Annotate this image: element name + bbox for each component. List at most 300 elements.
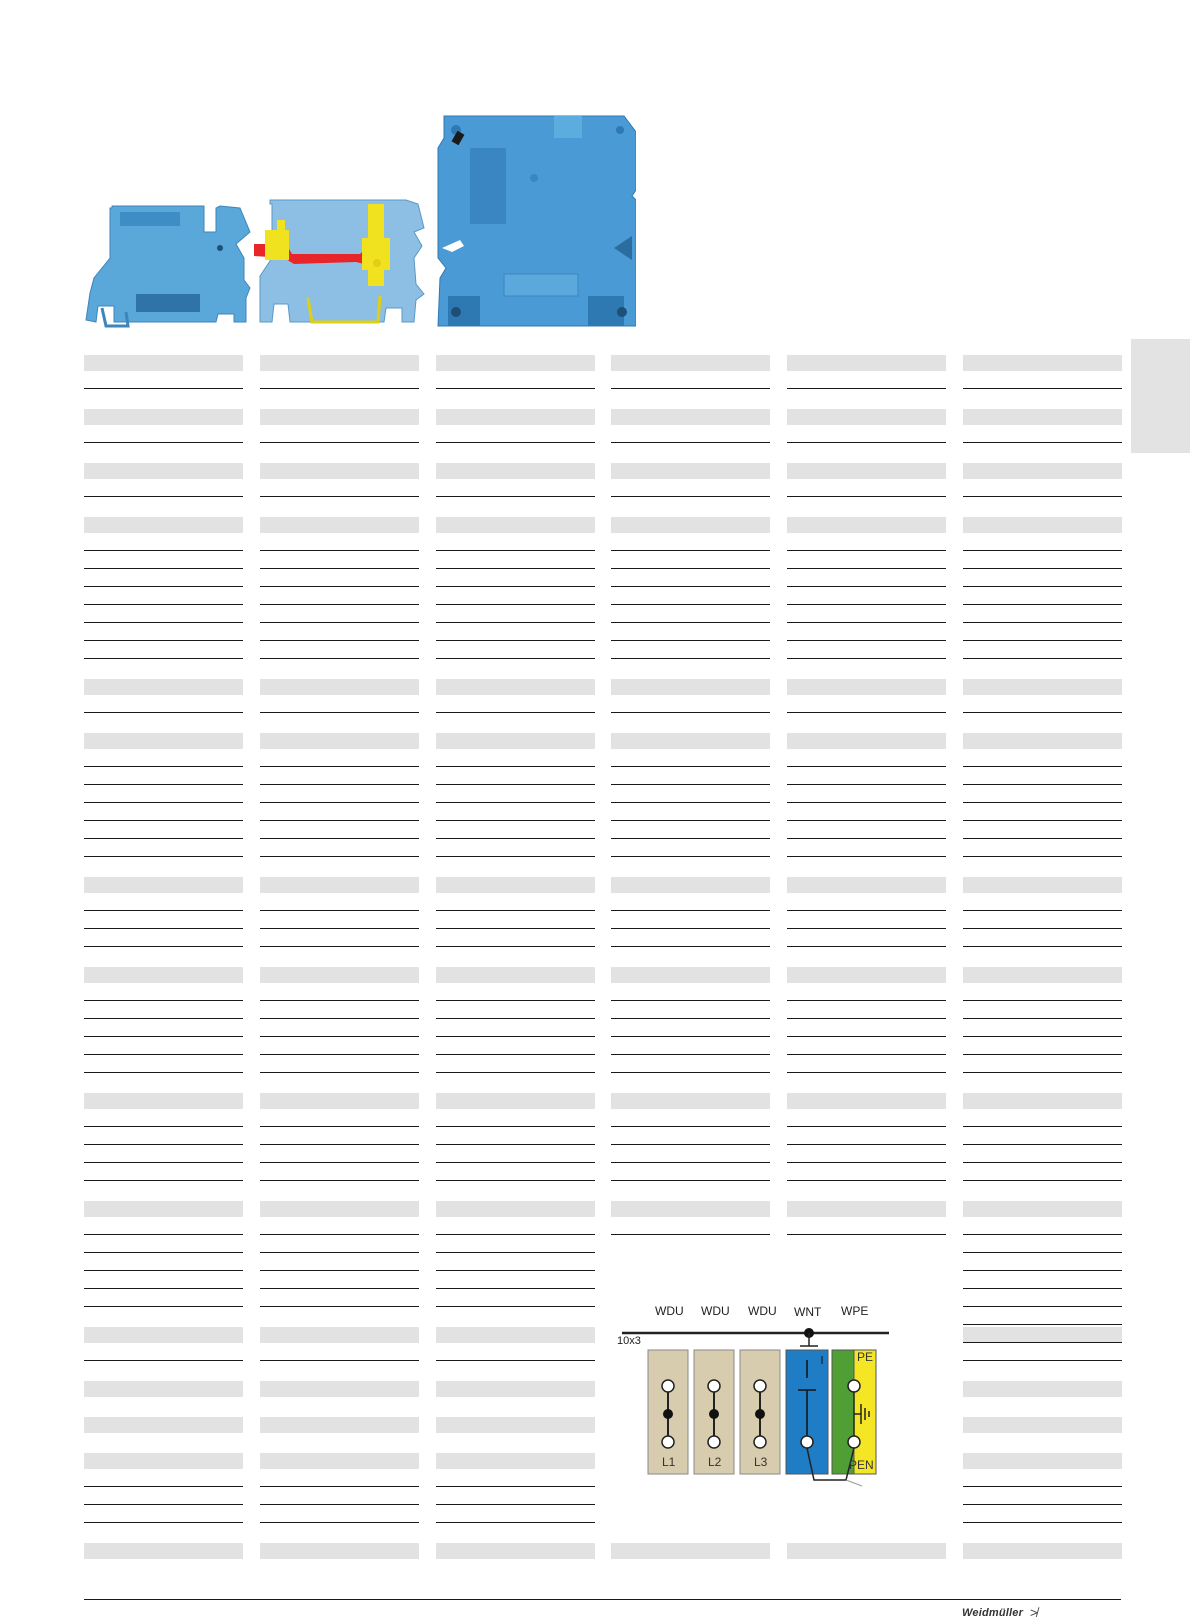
table-row-rule [963, 568, 1122, 569]
table-row-rule [260, 1486, 419, 1487]
table-row-rule [84, 1288, 243, 1289]
section-header-bar [787, 463, 946, 479]
table-row-rule [260, 1126, 419, 1127]
table-row-rule [787, 622, 946, 623]
section-header-bar [260, 679, 419, 695]
table-row-rule [436, 766, 595, 767]
table-row-rule [436, 1270, 595, 1271]
section-header-bar [260, 463, 419, 479]
brand-logo-mark: ≯ [1030, 1605, 1038, 1620]
table-row-rule [611, 766, 770, 767]
table-row-rule [84, 1252, 243, 1253]
section-header-bar [611, 409, 770, 425]
table-row-rule [436, 1288, 595, 1289]
table-row-rule [963, 388, 1122, 389]
table-row-rule [436, 910, 595, 911]
table-row-rule [260, 640, 419, 641]
table-row-rule [963, 1144, 1122, 1145]
table-row-rule [963, 1000, 1122, 1001]
table-row-rule [611, 838, 770, 839]
table-row-rule [963, 1054, 1122, 1055]
table-row-rule [84, 1306, 243, 1307]
table-row-rule [787, 1162, 946, 1163]
table-row-rule [611, 1018, 770, 1019]
terminal-image-1 [86, 206, 250, 326]
table-row-rule [611, 946, 770, 947]
table-row-rule [260, 604, 419, 605]
table-row-rule [787, 442, 946, 443]
table-row-rule [260, 442, 419, 443]
table-row-rule [260, 568, 419, 569]
table-row-rule [84, 712, 243, 713]
table-row-rule [787, 838, 946, 839]
table-row-rule [84, 1162, 243, 1163]
section-header-bar [260, 967, 419, 983]
table-row-rule [84, 1126, 243, 1127]
table-row-rule [436, 1252, 595, 1253]
table-row-rule [611, 802, 770, 803]
section-header-bar [963, 409, 1122, 425]
block-pe-green [832, 1350, 854, 1474]
section-header-bar [260, 877, 419, 893]
table-row-rule [611, 622, 770, 623]
table-row-rule [963, 1360, 1122, 1361]
table-row-rule [963, 658, 1122, 659]
table-row-rule [84, 928, 243, 929]
table-row-rule [787, 586, 946, 587]
table-row-rule [84, 1234, 243, 1235]
table-row-rule [611, 928, 770, 929]
table-row-rule [260, 496, 419, 497]
section-header-bar [611, 733, 770, 749]
table-row-rule [436, 820, 595, 821]
table-row-rule [963, 820, 1122, 821]
section-header-bar [787, 1201, 946, 1217]
table-row-rule [436, 1000, 595, 1001]
section-header-bar [963, 679, 1122, 695]
section-header-bar [436, 733, 595, 749]
table-row-rule [84, 442, 243, 443]
table-row-rule [436, 856, 595, 857]
table-row-rule [260, 766, 419, 767]
table-row-rule [787, 640, 946, 641]
table-row-rule [787, 496, 946, 497]
table-row-rule [436, 1522, 595, 1523]
table-row-rule [84, 388, 243, 389]
table-row-rule [84, 604, 243, 605]
table-row-rule [611, 604, 770, 605]
table-row-rule [260, 622, 419, 623]
table-row-rule [260, 784, 419, 785]
table-row-rule [787, 1054, 946, 1055]
terminal-image-2 [254, 200, 424, 322]
table-row-rule [260, 1000, 419, 1001]
section-header-bar [260, 1093, 419, 1109]
section-header-bar [611, 463, 770, 479]
table-row-rule [611, 1000, 770, 1001]
table-row-rule [611, 1072, 770, 1073]
section-header-bar [787, 1093, 946, 1109]
table-row-rule [963, 946, 1122, 947]
table-row-rule [963, 766, 1122, 767]
busbar-size-label: 10x3 [617, 1335, 641, 1347]
block-label-l2: L2 [708, 1455, 722, 1469]
section-header-bar [611, 355, 770, 371]
table-row-rule [84, 1072, 243, 1073]
table-row-rule [787, 712, 946, 713]
section-header-bar [260, 1201, 419, 1217]
table-row-rule [787, 1072, 946, 1073]
section-header-bar [436, 355, 595, 371]
table-row-rule [436, 1486, 595, 1487]
table-row-rule [260, 1288, 419, 1289]
table-row-rule [963, 838, 1122, 839]
table-row-rule [436, 640, 595, 641]
table-row-rule [611, 658, 770, 659]
footer-rule [84, 1599, 1121, 1600]
table-row-rule [260, 856, 419, 857]
pe-top-label: PE [857, 1350, 874, 1364]
section-header-bar [84, 1381, 243, 1397]
section-header-bar [260, 733, 419, 749]
table-row-rule [963, 1270, 1122, 1271]
table-row-rule [260, 946, 419, 947]
table-row-rule [787, 1126, 946, 1127]
table-row-rule [611, 820, 770, 821]
section-header-bar [787, 1543, 946, 1559]
table-row-rule [260, 388, 419, 389]
table-row-rule [84, 1486, 243, 1487]
table-row-rule [787, 784, 946, 785]
section-header-bar [963, 1201, 1122, 1217]
table-row-rule [436, 1162, 595, 1163]
section-header-bar [787, 733, 946, 749]
table-row-rule [963, 1252, 1122, 1253]
section-header-bar [963, 1453, 1122, 1469]
section-header-bar [963, 1543, 1122, 1559]
table-row-rule [611, 568, 770, 569]
table-row-rule [84, 622, 243, 623]
table-row-rule [436, 568, 595, 569]
table-row-rule [436, 550, 595, 551]
section-header-bar [963, 877, 1122, 893]
table-row-rule [436, 1072, 595, 1073]
table-row-rule [84, 1144, 243, 1145]
table-row-rule [787, 766, 946, 767]
section-header-bar [436, 877, 595, 893]
section-header-bar [84, 409, 243, 425]
table-row-rule [963, 928, 1122, 929]
table-row-rule [787, 1000, 946, 1001]
table-row-rule [963, 586, 1122, 587]
section-header-bar [787, 877, 946, 893]
table-row-rule [260, 802, 419, 803]
table-row-rule [963, 1234, 1122, 1235]
section-header-bar [963, 355, 1122, 371]
section-header-bar [963, 733, 1122, 749]
table-row-rule [260, 838, 419, 839]
section-header-bar [611, 877, 770, 893]
table-row-rule [963, 1306, 1122, 1307]
table-row-rule [436, 946, 595, 947]
section-header-bar [260, 409, 419, 425]
section-header-bar [436, 1327, 595, 1343]
table-row-rule [611, 1126, 770, 1127]
table-row-rule [787, 550, 946, 551]
table-row-rule [84, 1360, 243, 1361]
table-row-rule [787, 946, 946, 947]
table-row-rule [963, 1504, 1122, 1505]
table-row-rule [963, 640, 1122, 641]
section-header-bar [260, 1543, 419, 1559]
table-row-rule [787, 1018, 946, 1019]
table-row-rule [611, 910, 770, 911]
section-header-bar [84, 1417, 243, 1433]
table-row-rule [436, 496, 595, 497]
table-row-rule [963, 1324, 1122, 1325]
table-row-rule [611, 586, 770, 587]
section-header-bar [611, 1543, 770, 1559]
brand-logo: Weidmüller [962, 1607, 1024, 1619]
section-header-bar [84, 733, 243, 749]
table-row-rule [436, 838, 595, 839]
table-row-rule [787, 658, 946, 659]
table-row-rule [260, 1162, 419, 1163]
table-row-rule [260, 1144, 419, 1145]
pen-bottom-label: PEN [849, 1458, 874, 1472]
section-header-bar [436, 517, 595, 533]
table-row-rule [84, 1000, 243, 1001]
section-header-bar [611, 967, 770, 983]
table-row-rule [436, 442, 595, 443]
section-header-bar [84, 1093, 243, 1109]
table-row-rule [84, 1036, 243, 1037]
section-header-bar [611, 1201, 770, 1217]
section-header-bar [787, 517, 946, 533]
section-header-bar [84, 463, 243, 479]
section-header-bar [84, 1327, 243, 1343]
table-row-rule [787, 928, 946, 929]
section-header-bar [84, 1543, 243, 1559]
table-row-rule [963, 1036, 1122, 1037]
diagram-top-label-1: WDU [655, 1304, 684, 1318]
table-row-rule [611, 550, 770, 551]
section-header-bar [787, 409, 946, 425]
table-row-rule [84, 820, 243, 821]
table-row-rule [963, 712, 1122, 713]
table-row-rule [260, 550, 419, 551]
table-row-rule [260, 928, 419, 929]
section-header-bar [787, 355, 946, 371]
table-row-rule [260, 586, 419, 587]
table-row-rule [611, 388, 770, 389]
section-header-bar [436, 463, 595, 479]
table-row-rule [436, 586, 595, 587]
table-row-rule [611, 1234, 770, 1235]
table-row-rule [787, 568, 946, 569]
table-row-rule [963, 550, 1122, 551]
section-header-bar [84, 1201, 243, 1217]
table-row-rule [260, 658, 419, 659]
table-row-rule [260, 1018, 419, 1019]
table-row-rule [787, 388, 946, 389]
table-row-rule [260, 1504, 419, 1505]
table-row-rule [260, 1054, 419, 1055]
table-row-rule [84, 856, 243, 857]
diagram-top-label-4: WNT [794, 1305, 822, 1319]
table-row-rule [436, 928, 595, 929]
table-row-rule [436, 784, 595, 785]
table-row-rule [436, 1018, 595, 1019]
table-row-rule [260, 1180, 419, 1181]
table-row-rule [436, 604, 595, 605]
table-row-rule [84, 568, 243, 569]
table-row-rule [963, 496, 1122, 497]
section-header-bar [436, 679, 595, 695]
table-row-rule [436, 1054, 595, 1055]
table-row-rule [260, 1306, 419, 1307]
section-header-bar [436, 1093, 595, 1109]
table-row-rule [84, 586, 243, 587]
table-row-rule [84, 550, 243, 551]
diagram-top-label-5: WPE [841, 1304, 869, 1318]
table-row-rule [84, 1180, 243, 1181]
table-row-rule [260, 1234, 419, 1235]
table-row-rule [260, 712, 419, 713]
table-row-rule [787, 802, 946, 803]
table-row-rule [84, 496, 243, 497]
section-header-bar [84, 679, 243, 695]
table-row-rule [611, 856, 770, 857]
section-header-bar [84, 1453, 243, 1469]
table-row-rule [436, 712, 595, 713]
table-row-rule [260, 1072, 419, 1073]
section-header-bar [963, 463, 1122, 479]
table-row-rule [787, 604, 946, 605]
table-row-rule [963, 1342, 1122, 1343]
section-header-bar [84, 877, 243, 893]
table-row-rule [260, 910, 419, 911]
table-row-rule [963, 1018, 1122, 1019]
section-header-bar [436, 1417, 595, 1433]
table-row-rule [260, 1360, 419, 1361]
section-header-bar [611, 517, 770, 533]
table-row-rule [787, 856, 946, 857]
table-row-rule [436, 1126, 595, 1127]
table-row-rule [787, 1180, 946, 1181]
table-row-rule [84, 910, 243, 911]
table-row-rule [84, 946, 243, 947]
section-header-bar [84, 517, 243, 533]
section-header-bar [963, 517, 1122, 533]
table-row-rule [787, 1234, 946, 1235]
table-row-rule [963, 622, 1122, 623]
section-header-bar [963, 1381, 1122, 1397]
table-row-rule [787, 910, 946, 911]
table-row-rule [787, 820, 946, 821]
table-row-rule [963, 604, 1122, 605]
table-row-rule [611, 640, 770, 641]
section-header-bar [260, 355, 419, 371]
terminal-image-3 [438, 116, 636, 326]
table-row-rule [436, 658, 595, 659]
product-images [84, 108, 636, 333]
table-row-rule [436, 1360, 595, 1361]
side-tab [1131, 339, 1190, 453]
block-label-l1: L1 [662, 1455, 676, 1469]
table-row-rule [611, 1054, 770, 1055]
section-header-bar [963, 1093, 1122, 1109]
section-header-bar [787, 967, 946, 983]
section-header-bar [963, 1327, 1122, 1343]
table-row-rule [963, 856, 1122, 857]
table-row-rule [84, 1270, 243, 1271]
section-header-bar [611, 679, 770, 695]
table-row-rule [84, 802, 243, 803]
table-row-rule [436, 1504, 595, 1505]
table-row-rule [260, 820, 419, 821]
table-row-rule [611, 442, 770, 443]
table-row-rule [84, 1018, 243, 1019]
table-row-rule [963, 1486, 1122, 1487]
section-header-bar [84, 355, 243, 371]
section-header-bar [436, 967, 595, 983]
table-row-rule [84, 640, 243, 641]
table-row-rule [963, 910, 1122, 911]
table-row-rule [436, 802, 595, 803]
section-header-bar [260, 517, 419, 533]
table-row-rule [787, 1036, 946, 1037]
table-row-rule [260, 1522, 419, 1523]
section-header-bar [436, 1453, 595, 1469]
section-header-bar [787, 679, 946, 695]
table-row-rule [611, 1036, 770, 1037]
section-header-bar [260, 1327, 419, 1343]
table-row-rule [260, 1036, 419, 1037]
section-header-bar [260, 1417, 419, 1433]
table-row-rule [84, 838, 243, 839]
section-header-bar [436, 1381, 595, 1397]
section-header-bar [436, 409, 595, 425]
table-row-rule [963, 784, 1122, 785]
table-row-rule [611, 496, 770, 497]
table-row-rule [963, 442, 1122, 443]
block-label-l3: L3 [754, 1455, 768, 1469]
table-row-rule [84, 784, 243, 785]
table-row-rule [963, 1288, 1122, 1289]
section-header-bar [260, 1381, 419, 1397]
table-row-rule [787, 1144, 946, 1145]
table-row-rule [84, 1054, 243, 1055]
diagram-top-label-2: WDU [701, 1304, 730, 1318]
section-header-bar [611, 1093, 770, 1109]
table-row-rule [260, 1252, 419, 1253]
table-row-rule [611, 784, 770, 785]
table-row-rule [436, 622, 595, 623]
table-row-rule [963, 1126, 1122, 1127]
table-row-rule [963, 1072, 1122, 1073]
table-row-rule [436, 1036, 595, 1037]
table-row-rule [436, 1234, 595, 1235]
table-row-rule [436, 388, 595, 389]
table-row-rule [963, 1162, 1122, 1163]
table-row-rule [963, 802, 1122, 803]
table-row-rule [436, 1144, 595, 1145]
table-row-rule [84, 658, 243, 659]
table-row-rule [963, 1180, 1122, 1181]
diagram-top-label-3: WDU [748, 1304, 777, 1318]
section-header-bar [436, 1201, 595, 1217]
